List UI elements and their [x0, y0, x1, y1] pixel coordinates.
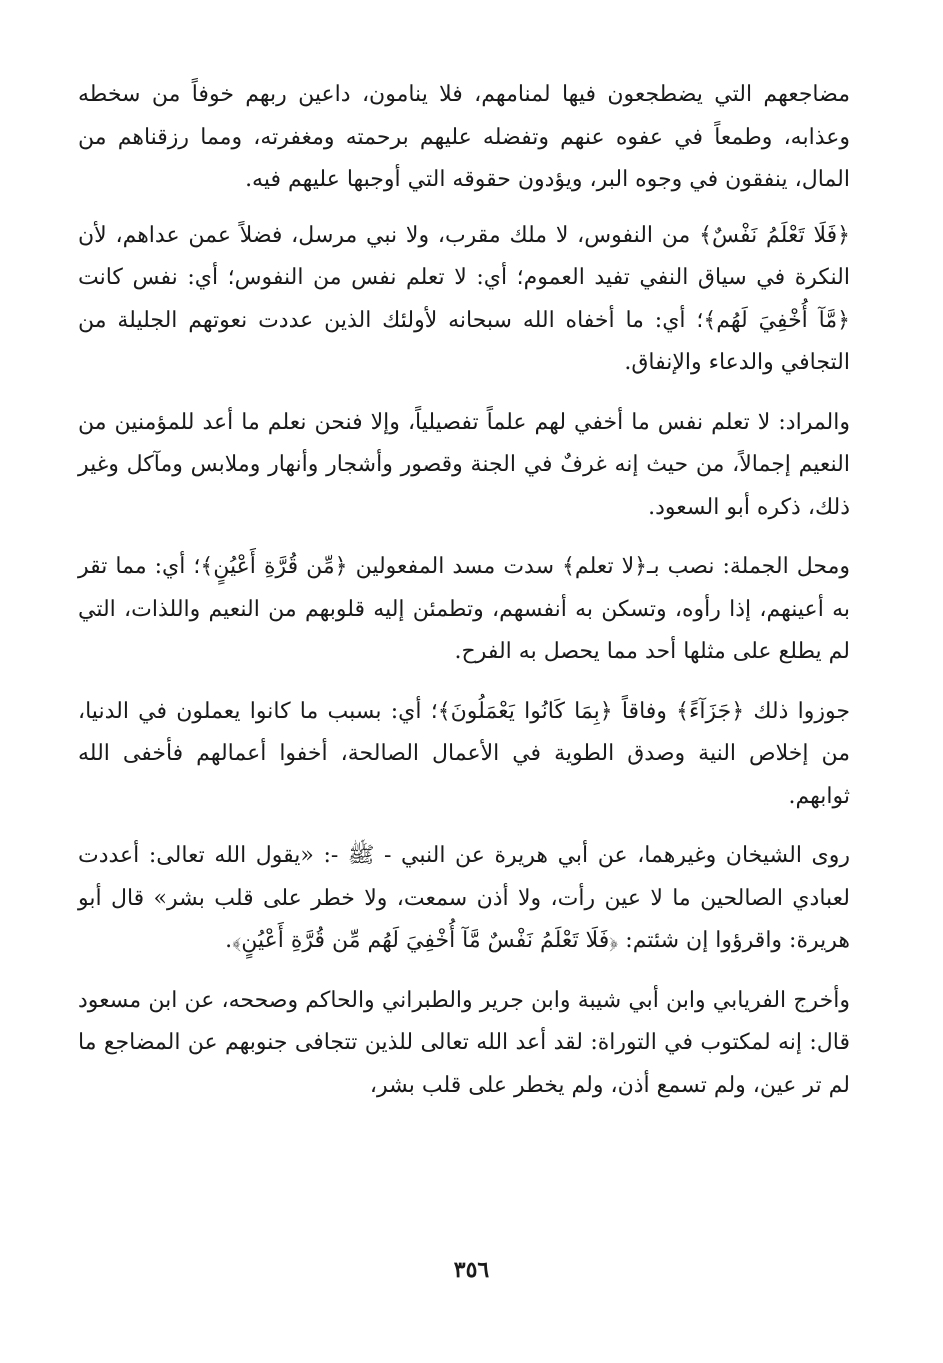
page-body — [78, 74, 850, 1107]
paragraph-5: جوزوا ذلك ﴿جَزَآءً﴾ وفاقاً ﴿بِمَا كَانُوا يَعْمَلُونَ﴾؛ أي: بسبب ما كانوا يعملون في الدنيا، من إخلاص النية وصدق الطوية في الأعمال الصالحة، أخفوا أعمالهم فأخفى الله ثوابهم. — [78, 698, 850, 809]
paragraph-7: وأخرج الفريابي وابن أبي شيبة وابن جرير والطبراني والحاكم وصححه، عن ابن مسعود قال: إنه لمكتوب في التوراة: لقد أعد الله تعالى للذين تتجافى جنوبهم عن المضاجع ما لم تر عين، ولم تسمع أذن، ولم يخطر على قلب بشر، — [78, 987, 850, 1098]
page-number: ٣٥٦ — [453, 1257, 490, 1283]
paragraph-6: روى الشيخان وغيرهما، عن أبي هريرة عن النبي - ﷺ -: «يقول الله تعالى: أعددت لعبادي الصالحين ما لا عين رأت، ولا أذن سمعت، ولا خطر على قلب بشر» قال أبو هريرة: واقرؤوا إن شئتم: ﴿فَلَا تَعْلَمُ نَفْسٌ مَّآ أُخْفِيَ لَهُم مِّن قُرَّةِ أَعْيُنٍ﴾. — [78, 843, 850, 953]
paragraph-1: مضاجعهم التي يضطجعون فيها لمنامهم، فلا ينامون، داعين ربهم خوفاً من سخطه وعذابه، وطمعاً في عفوه عنهم وتفضله عليهم برحمته ومغفرته، ومما رزقناهم من المال، ينفقون في وجوه البر، ويؤدون حقوقه التي أوجبها عليهم فيه. — [78, 82, 850, 192]
paragraph-3: والمراد: لا تعلم نفس ما أخفي لهم علماً تفصيلياً، وإلا فنحن نعلم ما أعد للمؤمنين من النعيم إجمالاً، من حيث إنه غرفٌ في الجنة وقصور وأشجار وأنهار وملابس ومآكل وغير ذلك، ذكره أبو السعود. — [78, 409, 850, 520]
paragraph-4: ومحل الجملة: نصب بـ﴿لا تعلم﴾ سدت مسد المفعولين ﴿مِّن قُرَّةِ أَعْيُنٍ﴾؛ أي: مما تقر به أعينهم، إذا رأوه، وتسكن به أنفسهم، وتطمئن إليه قلوبهم من النعيم واللذات، التي لم يطلع على مثلها أحد مما يحصل به الفرح. — [78, 554, 850, 664]
paragraph-2: ﴿فَلَا تَعْلَمُ نَفْسٌ﴾ من النفوس، لا ملك مقرب، ولا نبي مرسل، فضلاً عمن عداهم، لأن النكرة في سياق النفي تفيد العموم؛ أي: لا تعلم نفس من النفوس؛ أي: نفس كانت ﴿مَّآ أُخْفِيَ لَهُم﴾؛ أي: ما أخفاه الله سبحانه لأولئك الذين عددت نعوتهم الجليلة من التجافي والدعاء والإنفاق. — [78, 222, 850, 375]
